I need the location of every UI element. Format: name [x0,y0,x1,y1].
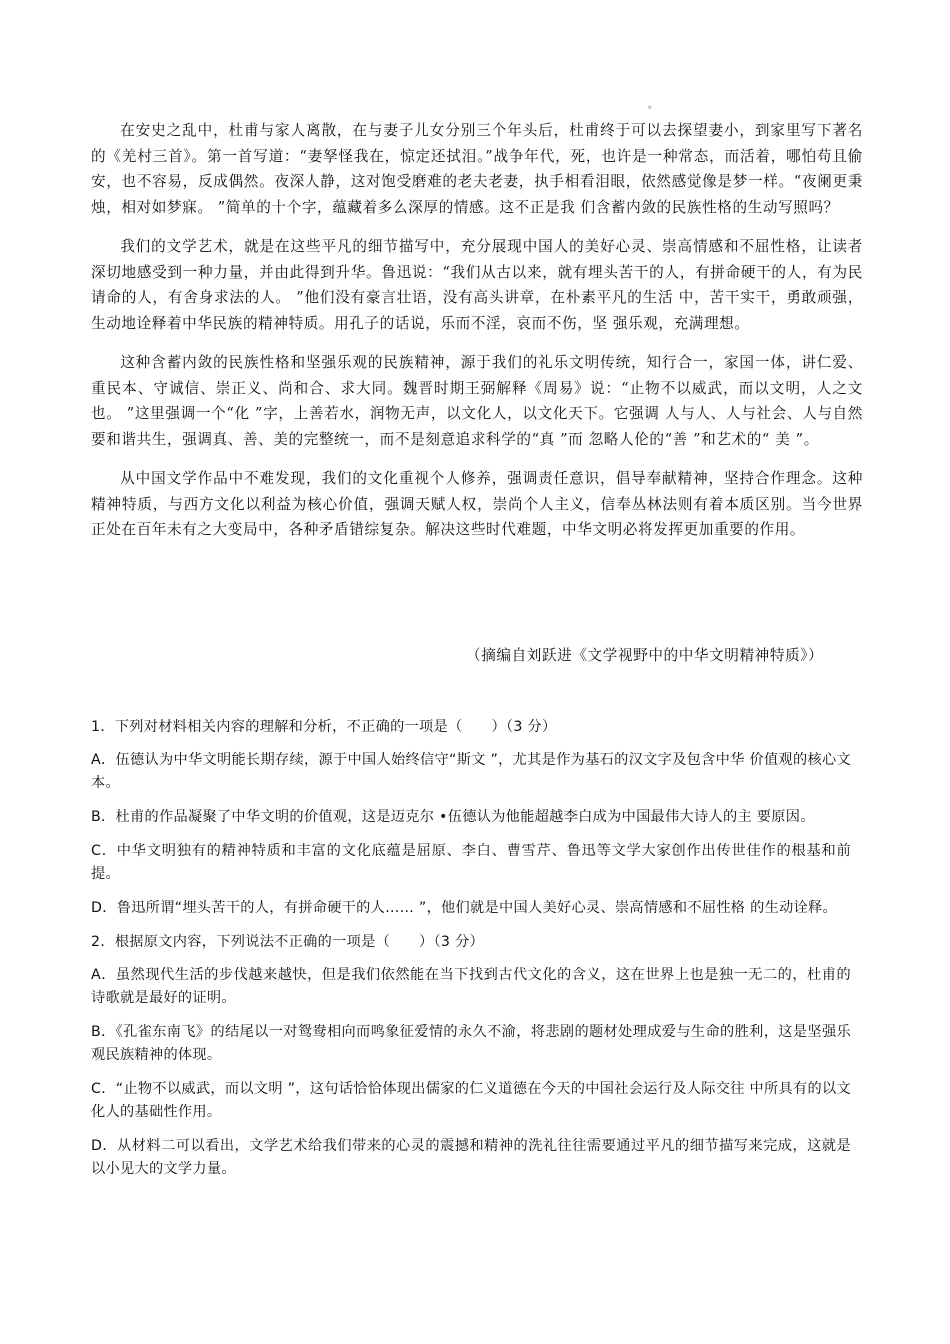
passage-source: （摘编自刘跃进《文学视野中的中华文明精神特质》） [466,647,824,664]
option-a: A．伍德认为中华文明能长期存续，源于中国人始终信守“斯文 ”，尤其是作为基石的汉文字及包含中华 价值观的核心文本。 [91,752,851,791]
question-1 [91,716,851,920]
option-c: C．中华文明独有的精神特质和丰富的文化底蕴是屈原、李白、曹雪芹、鲁迅等文学大家创作出传世佳作的根基和前提。 [91,843,851,882]
option-b: B．《孔雀东南飞》的结尾以一对鸳鸯相向而鸣象征爱情的永久不渝，将悲剧的题材处理成爱与生命的胜利，这是坚强乐观民族精神的体现。 [91,1024,851,1063]
question-stem: 2．根据原文内容，下列说法不正确的一项是（ ）（3 分） [91,934,485,950]
passage-paragraph: 在安史之乱中，杜甫与家人离散，在与妻子儿女分别三个年头后，杜甫终于可以去探望妻小，到家里写下著名的《羌村三首》。第一首写道：“妻孥怪我在，惊定还拭泪。”战争年代，死，也许是一种常态，而活着，哪怕苟且偷安，也不容易，反成偶然。夜深人静，这对饱受磨难的老夫老妻，执手相看泪眼，依然感觉像是梦一样。“夜阑更秉烛，相对如梦寐。 ”简单的十个字，蕴藏着多么深厚的情感。这不正是我 们含蓄内敛的民族性格的生动写照吗？ [91,122,863,216]
option-d: D．从材料二可以看出，文学艺术给我们带来的心灵的震撼和精神的洗礼往往需要通过平凡的细节描写来完成，这就是以小见大的文学力量。 [91,1138,851,1177]
reading-passage [91,118,863,557]
question-stem: 1．下列对材料相关内容的理解和分析，不正确的一项是（ ）（3 分） [91,719,557,735]
passage-paragraph: 从中国文学作品中不难发现，我们的文化重视个人修养，强调责任意识，倡导奉献精神，坚持合作理念。这种精神特质，与西方文化以利益为核心价值，强调天赋人权，崇尚个人主义，信奉丛林法则有着本质区别。当今世界正处在百年未有之大变局中，各种矛盾错综复杂。解决这些时代难题，中华文明必将发挥更加重要的作用。 [91,470,863,538]
option-c: C．“止物不以威武，而以文明 ”，这句话恰恰体现出儒家的仁义道德在今天的中国社会运行及人际交往 中所具有的以文化人的基础性作用。 [91,1081,851,1120]
option-d: D．鲁迅所谓“埋头苦干的人，有拼命硬干的人…… ”，他们就是中国人美好心灵、崇高情感和不屈性格 的生动诠释。 [91,900,838,916]
passage-paragraph: 我们的文学艺术，就是在这些平凡的细节描写中，充分展现中国人的美好心灵、崇高情感和不屈性格，让读者深切地感受到一种力量，并由此得到升华。鲁迅说：“我们从古以来，就有埋头苦干的人，有拼命硬干的人，有为民请命的人，有舍身求法的人。 ”他们没有豪言壮语，没有高头讲章，在朴素平凡的生活 中，苦干实干，勇敢顽强，生动地诠释着中华民族的精神特质。用孔子的话说，乐而不淫，哀而不伤，坚 强乐观，充满理想。 [91,238,863,332]
question-2 [91,931,851,1181]
option-a: A．虽然现代生活的步伐越来越快，但是我们依然能在当下找到古代文化的含义，这在世界上也是独一无二的，杜甫的诗歌就是最好的证明。 [91,967,851,1006]
top-mark: 。 [648,100,658,111]
passage-paragraph: 这种含蓄内敛的民族性格和坚强乐观的民族精神，源于我们的礼乐文明传统，知行合一，家国一体，讲仁爱、重民本、守诚信、崇正义、尚和合、求大同。魏晋时期王弼解释《周易》说：“止物不以威武，而以文明，人之文也。 ”这里强调一个“化 ”字，上善若水，润物无声，以文化人，以文化天下。它强调 人与人、人与社会、人与自然要和谐共生，强调真、善、美的完整统一，而不是刻意追求科学的“真 ”而 忽略人伦的“善 ”和艺术的“ 美 ”。 [91,354,863,448]
question-list [91,716,851,1192]
option-b: B．杜甫的作品凝聚了中华文明的价值观，这是迈克尔 •伍德认为他能超越李白成为中国最伟大诗人的主 要原因。 [91,809,815,825]
